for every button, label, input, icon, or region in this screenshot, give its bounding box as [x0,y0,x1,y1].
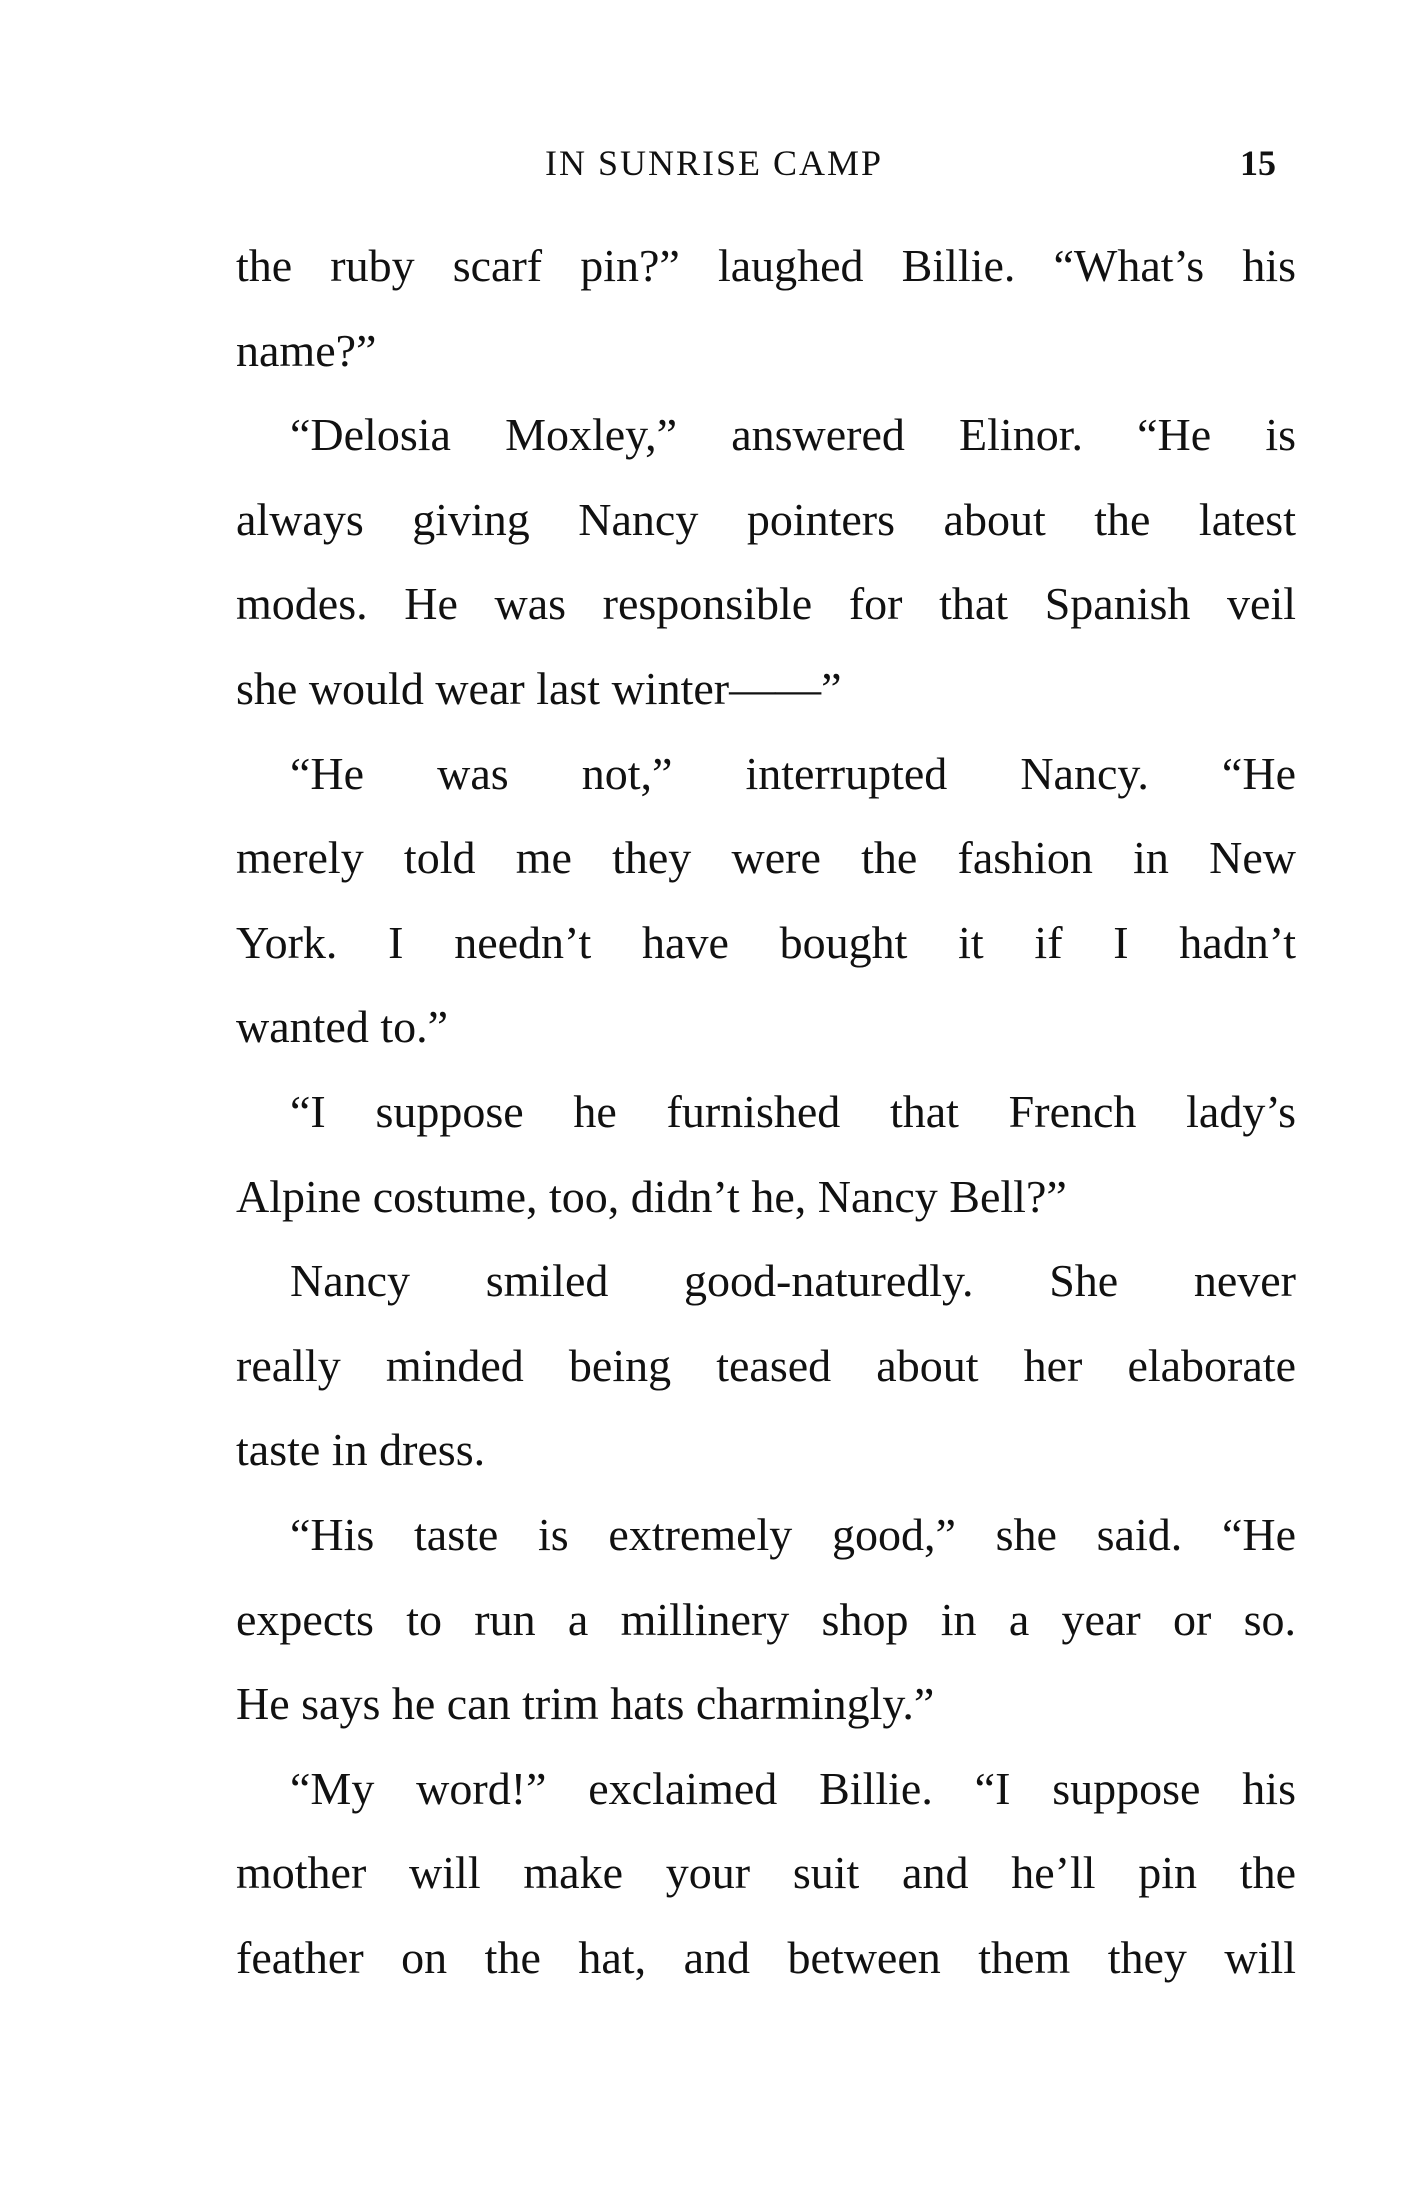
text-line: feather on the hat, and between them they will [236,1931,1296,1983]
text-line: name?” [236,324,377,376]
text-line: expects to run a millinery shop in a year or so. [236,1593,1296,1645]
text-line: merely told me they were the fashion in New [236,832,1296,884]
text-line: really minded being teased about her elaborate [236,1339,1296,1391]
body-text [236,224,1296,2000]
text-line: He says he can trim hats charmingly.” [236,1678,935,1730]
text-line: “He was not,” interrupted Nancy. “He [290,747,1296,799]
text-line: wanted to.” [236,1001,449,1053]
text-line: Nancy smiled good-naturedly. She never [290,1255,1296,1307]
text-line: “My word!” exclaimed Billie. “I suppose his [290,1762,1296,1814]
text-line: York. I needn’t have bought it if I hadn’t [236,916,1296,968]
text-line: the ruby scarf pin?” laughed Billie. “What’s his [236,240,1296,291]
page-number: 15 [1240,143,1276,183]
text-line: taste in dress. [236,1424,486,1476]
text-line: Alpine costume, too, didn’t he, Nancy Bell?” [236,1170,1067,1222]
text-line: she would wear last winter——” [236,662,842,714]
text-line: always giving Nancy pointers about the latest [236,493,1296,545]
running-head [0,142,1416,192]
text-line: “I suppose he furnished that French lady’s [290,1085,1296,1137]
running-title: IN SUNRISE CAMP [545,143,884,183]
text-line: “His taste is extremely good,” she said. “He [290,1508,1296,1560]
text-line: mother will make your suit and he’ll pin the [236,1847,1296,1899]
text-line: modes. He was responsible for that Spanish veil [236,578,1296,630]
text-line: “Delosia Moxley,” answered Elinor. “He is [290,409,1296,461]
